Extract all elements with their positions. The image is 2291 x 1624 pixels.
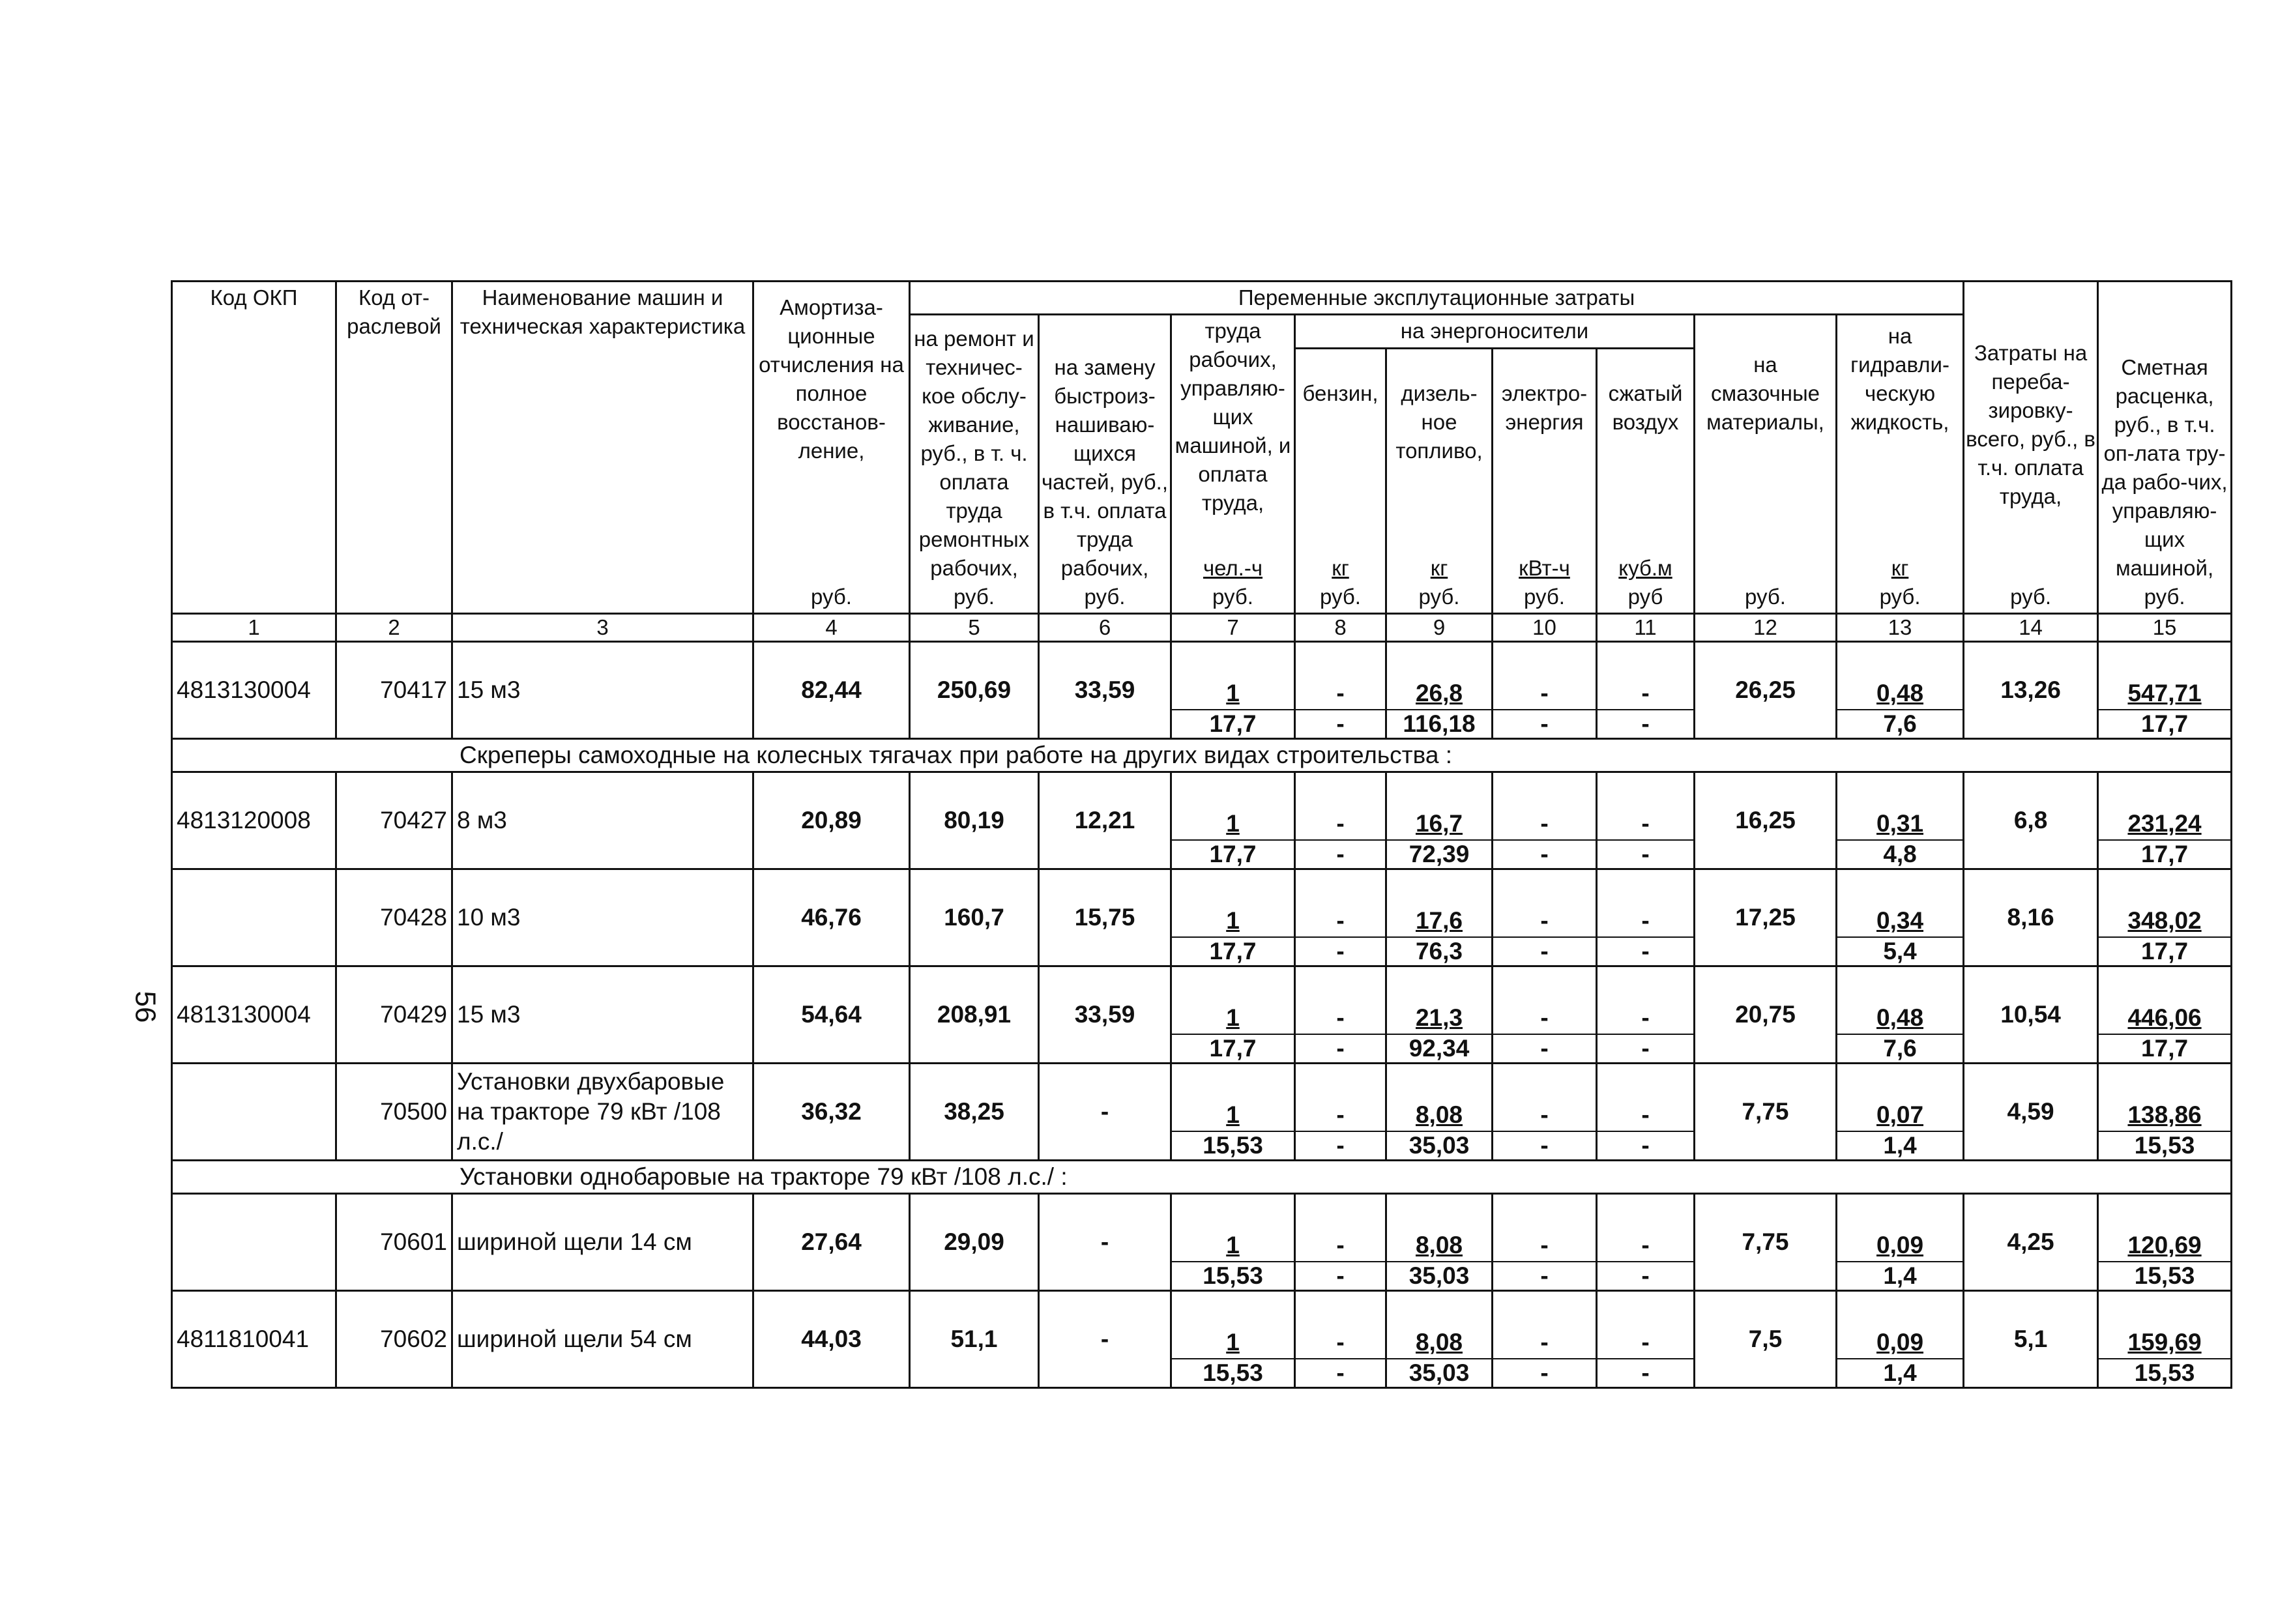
electric-qty-text: - <box>1540 680 1549 706</box>
machine-cost-table <box>171 280 2232 1389</box>
labor-qty <box>1171 772 1295 841</box>
rate-qty <box>2098 1194 2232 1262</box>
machine-name: 8 м3 <box>452 772 753 869</box>
header-rate-unit: руб. <box>2144 585 2185 609</box>
diesel-qty-text: 21,3 <box>1415 1004 1463 1031</box>
petrol-rub: - <box>1295 1131 1386 1161</box>
hydraulic-rub: 1,4 <box>1837 1262 1964 1291</box>
header-hydraulic <box>1837 315 1964 614</box>
machine-name: 15 м3 <box>452 642 753 739</box>
branch-code: 70428 <box>336 869 452 966</box>
diesel-rub: 72,39 <box>1386 840 1493 869</box>
rate-qty-text: 348,02 <box>2127 907 2202 934</box>
hydraulic-rub: 7,6 <box>1837 710 1964 739</box>
header-amortization-unit: руб. <box>811 585 852 609</box>
labor-qty <box>1171 642 1295 710</box>
diesel-qty-text: 8,08 <box>1415 1232 1463 1258</box>
hydraulic-rub: 7,6 <box>1837 1034 1964 1064</box>
column-number: 2 <box>336 614 452 642</box>
air-qty-text: - <box>1641 680 1650 706</box>
electric-qty <box>1493 1194 1597 1262</box>
lubricants-value: 7,75 <box>1695 1194 1837 1291</box>
repair-value: 160,7 <box>910 869 1039 966</box>
machine-name: шириной щели 14 см <box>452 1194 753 1291</box>
electric-rub: - <box>1493 1359 1597 1388</box>
electric-rub: - <box>1493 1034 1597 1064</box>
air-qty <box>1597 869 1695 938</box>
air-rub: - <box>1597 1359 1695 1388</box>
air-rub: - <box>1597 1262 1695 1291</box>
rate-qty-text: 138,86 <box>2127 1101 2202 1128</box>
machine-name: 15 м3 <box>452 966 753 1064</box>
labor-qty-text: 1 <box>1226 680 1240 706</box>
table-row <box>172 642 2232 710</box>
hydraulic-rub: 5,4 <box>1837 937 1964 966</box>
petrol-qty <box>1295 1064 1386 1132</box>
air-qty <box>1597 772 1695 841</box>
lubricants-value: 20,75 <box>1695 966 1837 1064</box>
machine-name: шириной щели 54 см <box>452 1291 753 1388</box>
electric-qty <box>1493 966 1597 1035</box>
petrol-rub: - <box>1295 1034 1386 1064</box>
header-diesel-unit-rub: руб. <box>1418 585 1460 609</box>
rate-qty <box>2098 1064 2232 1132</box>
hydraulic-rub: 4,8 <box>1837 840 1964 869</box>
petrol-qty-text: - <box>1336 810 1345 837</box>
electric-rub: - <box>1493 1262 1597 1291</box>
section-row <box>172 739 2232 772</box>
okp-code: 4813130004 <box>172 966 336 1064</box>
section-title: Установки однобаровые на тракторе 79 кВт /108 л.с./ : <box>172 1161 2232 1194</box>
header-energy: на энергоносители <box>1295 315 1695 349</box>
air-qty-text: - <box>1641 1329 1650 1356</box>
diesel-qty-text: 17,6 <box>1415 907 1463 934</box>
labor-qty-text: 1 <box>1226 1329 1240 1356</box>
labor-qty-text: 1 <box>1226 1101 1240 1128</box>
petrol-rub: - <box>1295 1262 1386 1291</box>
diesel-qty-text: 16,7 <box>1415 810 1463 837</box>
header-repair-text: на ремонт и техничес-кое обслу-живание, руб., в т. ч. оплата труда ремонтных рабочих, <box>914 326 1034 580</box>
branch-code: 70427 <box>336 772 452 869</box>
table-header <box>172 282 2232 642</box>
header-hydraulic-unit-rub: руб. <box>1879 585 1921 609</box>
petrol-rub: - <box>1295 1359 1386 1388</box>
electric-qty-text: - <box>1540 907 1549 934</box>
electric-qty-text: - <box>1540 1004 1549 1031</box>
electric-qty <box>1493 642 1597 710</box>
rebase-value: 8,16 <box>1964 869 2098 966</box>
header-air-unit-m3: куб.м <box>1618 556 1672 580</box>
labor-rub: 17,7 <box>1171 937 1295 966</box>
header-labor-text: труда рабочих, управляю-щих машиной, и оплата труда, <box>1175 319 1291 515</box>
repair-value: 80,19 <box>910 772 1039 869</box>
rate-qty <box>2098 772 2232 841</box>
okp-code <box>172 1194 336 1291</box>
column-number: 7 <box>1171 614 1295 642</box>
section-row <box>172 1161 2232 1194</box>
electric-qty-text: - <box>1540 1232 1549 1258</box>
repair-value: 250,69 <box>910 642 1039 739</box>
diesel-rub: 116,18 <box>1386 710 1493 739</box>
petrol-qty <box>1295 642 1386 710</box>
branch-code: 70500 <box>336 1064 452 1161</box>
branch-code: 70429 <box>336 966 452 1064</box>
electric-qty <box>1493 869 1597 938</box>
hydraulic-qty-text: 0,09 <box>1876 1232 1924 1258</box>
rebase-value: 4,59 <box>1964 1064 2098 1161</box>
labor-rub: 15,53 <box>1171 1262 1295 1291</box>
petrol-qty-text: - <box>1336 907 1345 934</box>
diesel-rub: 92,34 <box>1386 1034 1493 1064</box>
hydraulic-qty <box>1837 869 1964 938</box>
header-electric-unit-kwh: кВт-ч <box>1519 556 1570 580</box>
air-qty <box>1597 1064 1695 1132</box>
cost-table-sheet <box>171 280 2230 1389</box>
repair-value: 51,1 <box>910 1291 1039 1388</box>
amortization-value: 36,32 <box>753 1064 910 1161</box>
section-title: Скреперы самоходные на колесных тягачах при работе на других видах строительства : <box>172 739 2232 772</box>
hydraulic-qty <box>1837 1194 1964 1262</box>
header-lubricants-text: на смазочные материалы, <box>1706 353 1824 434</box>
branch-code: 70417 <box>336 642 452 739</box>
labor-rub: 15,53 <box>1171 1359 1295 1388</box>
header-replace <box>1039 315 1171 614</box>
labor-qty <box>1171 1194 1295 1262</box>
header-rebase-text: Затраты на переба-зировку-всего, руб., в т.ч. оплата труда, <box>1966 341 2095 508</box>
rate-qty-text: 446,06 <box>2127 1004 2202 1031</box>
labor-qty <box>1171 1291 1295 1359</box>
header-labor <box>1171 315 1295 614</box>
table-row <box>172 966 2232 1035</box>
diesel-qty-text: 26,8 <box>1415 680 1463 706</box>
column-number: 8 <box>1295 614 1386 642</box>
air-qty-text: - <box>1641 810 1650 837</box>
rate-rub: 15,53 <box>2098 1359 2232 1388</box>
header-hydraulic-unit-kg: кг <box>1891 556 1909 580</box>
petrol-rub: - <box>1295 840 1386 869</box>
okp-code: 4813120008 <box>172 772 336 869</box>
rebase-value: 4,25 <box>1964 1194 2098 1291</box>
petrol-qty <box>1295 869 1386 938</box>
diesel-qty-text: 8,08 <box>1415 1101 1463 1128</box>
amortization-value: 20,89 <box>753 772 910 869</box>
lubricants-value: 26,25 <box>1695 642 1837 739</box>
electric-qty-text: - <box>1540 1101 1549 1128</box>
header-repair <box>910 315 1039 614</box>
petrol-qty <box>1295 966 1386 1035</box>
petrol-qty <box>1295 772 1386 841</box>
hydraulic-qty-text: 0,09 <box>1876 1329 1924 1356</box>
rate-qty-text: 120,69 <box>2127 1232 2202 1258</box>
air-qty-text: - <box>1641 1101 1650 1128</box>
amortization-value: 44,03 <box>753 1291 910 1388</box>
diesel-qty <box>1386 1194 1493 1262</box>
rebase-value: 6,8 <box>1964 772 2098 869</box>
hydraulic-qty-text: 0,48 <box>1876 680 1924 706</box>
okp-code <box>172 869 336 966</box>
rate-rub: 17,7 <box>2098 710 2232 739</box>
lubricants-value: 7,5 <box>1695 1291 1837 1388</box>
labor-qty-text: 1 <box>1226 1232 1240 1258</box>
electric-qty-text: - <box>1540 1329 1549 1356</box>
labor-qty-text: 1 <box>1226 810 1240 837</box>
rate-rub: 15,53 <box>2098 1262 2232 1291</box>
air-qty-text: - <box>1641 1232 1650 1258</box>
hydraulic-qty <box>1837 1064 1964 1132</box>
header-rate-text: Сметная расценка, руб., в т.ч. оп-лата тру-да рабо-чих, управляю-щих машиной, <box>2101 355 2228 580</box>
header-rate <box>2098 282 2232 614</box>
diesel-qty <box>1386 966 1493 1035</box>
rate-rub: 17,7 <box>2098 840 2232 869</box>
labor-qty-text: 1 <box>1226 907 1240 934</box>
header-lubricants-unit: руб. <box>1745 585 1786 609</box>
table-row <box>172 1064 2232 1132</box>
diesel-qty <box>1386 1291 1493 1359</box>
column-number: 13 <box>1837 614 1964 642</box>
header-labor-unit-rub: руб. <box>1212 585 1253 609</box>
header-machine-name: Наименование машин и техническая характеристика <box>452 282 753 614</box>
replace-value: 33,59 <box>1039 966 1171 1064</box>
petrol-qty-text: - <box>1336 1101 1345 1128</box>
column-number: 3 <box>452 614 753 642</box>
air-rub: - <box>1597 840 1695 869</box>
labor-rub: 15,53 <box>1171 1131 1295 1161</box>
hydraulic-rub: 1,4 <box>1837 1131 1964 1161</box>
air-qty <box>1597 1194 1695 1262</box>
header-electric <box>1493 349 1597 614</box>
rate-qty-text: 231,24 <box>2127 810 2202 837</box>
table-row <box>172 869 2232 938</box>
diesel-qty-text: 8,08 <box>1415 1329 1463 1356</box>
petrol-qty <box>1295 1194 1386 1262</box>
column-number: 9 <box>1386 614 1493 642</box>
column-number: 4 <box>753 614 910 642</box>
header-diesel <box>1386 349 1493 614</box>
hydraulic-qty <box>1837 642 1964 710</box>
replace-value: 12,21 <box>1039 772 1171 869</box>
air-rub: - <box>1597 1034 1695 1064</box>
electric-rub: - <box>1493 1131 1597 1161</box>
diesel-rub: 35,03 <box>1386 1262 1493 1291</box>
hydraulic-rub: 1,4 <box>1837 1359 1964 1388</box>
column-number: 5 <box>910 614 1039 642</box>
petrol-qty-text: - <box>1336 1004 1345 1031</box>
air-rub: - <box>1597 937 1695 966</box>
header-rebase-unit: руб. <box>2010 585 2052 609</box>
replace-value: 15,75 <box>1039 869 1171 966</box>
column-number: 15 <box>2098 614 2232 642</box>
header-electric-text: электро-энергия <box>1501 381 1588 434</box>
rate-qty <box>2098 1291 2232 1359</box>
hydraulic-qty-text: 0,31 <box>1876 810 1924 837</box>
column-numbers-row <box>172 614 2232 642</box>
machine-name: 10 м3 <box>452 869 753 966</box>
diesel-rub: 35,03 <box>1386 1359 1493 1388</box>
labor-rub: 17,7 <box>1171 840 1295 869</box>
air-qty <box>1597 642 1695 710</box>
table-row <box>172 772 2232 841</box>
diesel-qty <box>1386 772 1493 841</box>
header-air-text: сжатый воздух <box>1608 381 1683 434</box>
amortization-value: 54,64 <box>753 966 910 1064</box>
branch-code: 70602 <box>336 1291 452 1388</box>
labor-qty <box>1171 1064 1295 1132</box>
header-labor-unit-hours: чел.-ч <box>1203 556 1263 580</box>
column-number: 6 <box>1039 614 1171 642</box>
header-replace-unit: руб. <box>1084 585 1126 609</box>
okp-code <box>172 1064 336 1161</box>
rate-rub: 17,7 <box>2098 1034 2232 1064</box>
rate-rub: 17,7 <box>2098 937 2232 966</box>
repair-value: 29,09 <box>910 1194 1039 1291</box>
machine-name: Установки двухбаровые на тракторе 79 кВт /108 л.с./ <box>452 1064 753 1161</box>
diesel-qty <box>1386 642 1493 710</box>
column-number: 14 <box>1964 614 2098 642</box>
electric-rub: - <box>1493 840 1597 869</box>
column-number: 11 <box>1597 614 1695 642</box>
electric-qty <box>1493 1064 1597 1132</box>
amortization-value: 46,76 <box>753 869 910 966</box>
repair-value: 208,91 <box>910 966 1039 1064</box>
diesel-qty <box>1386 1064 1493 1132</box>
header-petrol <box>1295 349 1386 614</box>
air-rub: - <box>1597 1131 1695 1161</box>
header-okp: Код ОКП <box>172 282 336 614</box>
petrol-qty-text: - <box>1336 1232 1345 1258</box>
rate-qty-text: 159,69 <box>2127 1329 2202 1356</box>
electric-qty-text: - <box>1540 810 1549 837</box>
rate-qty <box>2098 966 2232 1035</box>
replace-value: - <box>1039 1194 1171 1291</box>
rate-qty <box>2098 869 2232 938</box>
diesel-rub: 76,3 <box>1386 937 1493 966</box>
header-air <box>1597 349 1695 614</box>
header-amortization <box>753 282 910 614</box>
hydraulic-qty-text: 0,48 <box>1876 1004 1924 1031</box>
petrol-rub: - <box>1295 937 1386 966</box>
header-variable-costs: Переменные эксплутационные затраты <box>910 282 1964 315</box>
okp-code: 4811810041 <box>172 1291 336 1388</box>
lubricants-value: 17,25 <box>1695 869 1837 966</box>
header-rebase <box>1964 282 2098 614</box>
hydraulic-qty <box>1837 966 1964 1035</box>
labor-qty-text: 1 <box>1226 1004 1240 1031</box>
hydraulic-qty <box>1837 1291 1964 1359</box>
header-hydraulic-text: на гидравли-ческую жидкость, <box>1850 324 1949 434</box>
header-air-unit-rub: руб <box>1627 585 1663 609</box>
header-petrol-text: бензин, <box>1302 381 1379 405</box>
hydraulic-qty-text: 0,07 <box>1876 1101 1924 1128</box>
amortization-value: 82,44 <box>753 642 910 739</box>
header-lubricants <box>1695 315 1837 614</box>
air-qty <box>1597 966 1695 1035</box>
petrol-rub: - <box>1295 710 1386 739</box>
labor-rub: 17,7 <box>1171 710 1295 739</box>
header-petrol-unit-rub: руб. <box>1320 585 1361 609</box>
lubricants-value: 16,25 <box>1695 772 1837 869</box>
rate-qty-text: 547,71 <box>2127 680 2202 706</box>
hydraulic-qty <box>1837 772 1964 841</box>
petrol-qty <box>1295 1291 1386 1359</box>
column-number: 10 <box>1493 614 1597 642</box>
hydraulic-qty-text: 0,34 <box>1876 907 1924 934</box>
table-body <box>172 642 2232 1388</box>
okp-code: 4813130004 <box>172 642 336 739</box>
rate-rub: 15,53 <box>2098 1131 2232 1161</box>
amortization-value: 27,64 <box>753 1194 910 1291</box>
air-qty <box>1597 1291 1695 1359</box>
electric-rub: - <box>1493 937 1597 966</box>
labor-qty <box>1171 966 1295 1035</box>
header-repair-unit: руб. <box>954 585 995 609</box>
petrol-qty-text: - <box>1336 680 1345 706</box>
rebase-value: 5,1 <box>1964 1291 2098 1388</box>
labor-rub: 17,7 <box>1171 1034 1295 1064</box>
electric-rub: - <box>1493 710 1597 739</box>
repair-value: 38,25 <box>910 1064 1039 1161</box>
diesel-qty <box>1386 869 1493 938</box>
rebase-value: 13,26 <box>1964 642 2098 739</box>
replace-value: 33,59 <box>1039 642 1171 739</box>
rate-qty <box>2098 642 2232 710</box>
electric-qty <box>1493 1291 1597 1359</box>
column-number: 1 <box>172 614 336 642</box>
rebase-value: 10,54 <box>1964 966 2098 1064</box>
header-petrol-unit-kg: кг <box>1332 556 1349 580</box>
air-qty-text: - <box>1641 1004 1650 1031</box>
header-electric-unit-rub: руб. <box>1524 585 1565 609</box>
branch-code: 70601 <box>336 1194 452 1291</box>
header-diesel-text: дизель-ное топливо, <box>1395 381 1483 463</box>
page-number: 56 <box>129 991 162 1023</box>
air-qty-text: - <box>1641 907 1650 934</box>
lubricants-value: 7,75 <box>1695 1064 1837 1161</box>
replace-value: - <box>1039 1064 1171 1161</box>
electric-qty <box>1493 772 1597 841</box>
header-replace-text: на замену быстроиз-нашиваю-щихся частей, руб., в т.ч. оплата труда рабочих, <box>1041 355 1168 580</box>
table-row <box>172 1291 2232 1359</box>
header-branch-code: Код от-раслевой <box>336 282 452 614</box>
labor-qty <box>1171 869 1295 938</box>
replace-value: - <box>1039 1291 1171 1388</box>
column-number: 12 <box>1695 614 1837 642</box>
diesel-rub: 35,03 <box>1386 1131 1493 1161</box>
header-amortization-text: Амортиза-ционные отчисления на полное восстанов-ление, <box>759 295 904 463</box>
header-diesel-unit-kg: кг <box>1430 556 1448 580</box>
petrol-qty-text: - <box>1336 1329 1345 1356</box>
air-rub: - <box>1597 710 1695 739</box>
table-row <box>172 1194 2232 1262</box>
